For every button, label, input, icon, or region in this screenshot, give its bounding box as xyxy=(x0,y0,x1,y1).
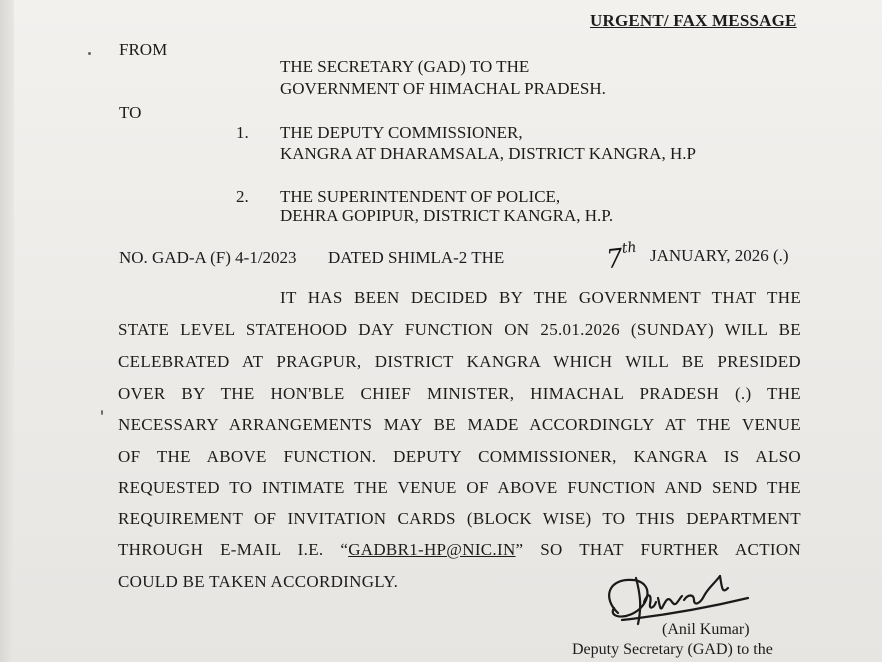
reference-month-year: JANUARY, 2026 (.) xyxy=(650,246,789,265)
body-line-6: OF THE ABOVE FUNCTION. DEPUTY COMMISSIONER, KANGRA IS ALSO xyxy=(118,447,801,466)
scan-speck xyxy=(88,52,91,55)
reference-dated: DATED SHIMLA-2 THE xyxy=(328,248,505,267)
body-line-5: NECESSARY ARRANGEMENTS MAY BE MADE ACCORDINGLY AT THE VENUE xyxy=(118,415,801,434)
signatory-designation: Deputy Secretary (GAD) to the xyxy=(572,641,773,658)
body-line-4: OVER BY THE HON'BLE CHIEF MINISTER, HIMACHAL PRADESH (.) THE xyxy=(118,384,801,403)
email-suffix: ” SO THAT FURTHER ACTION xyxy=(515,540,801,559)
recipient-2-line-2: DEHRA GOPIPUR, DISTRICT KANGRA, H.P. xyxy=(280,206,614,225)
signatory-name: (Anil Kumar) xyxy=(662,621,750,638)
from-line-1: THE SECRETARY (GAD) TO THE xyxy=(280,57,530,76)
body-line-10: COULD BE TAKEN ACCORDINGLY. xyxy=(118,572,399,591)
body-line-2: STATE LEVEL STATEHOOD DAY FUNCTION ON 25.01.2026 (SUNDAY) WILL BE xyxy=(118,320,801,339)
body-line-1: IT HAS BEEN DECIDED BY THE GOVERNMENT THAT THE xyxy=(280,288,801,307)
handwritten-date xyxy=(604,238,638,276)
body-line-3: CELEBRATED AT PRAGPUR, DISTRICT KANGRA WHICH WILL BE PRESIDED xyxy=(118,352,801,371)
handwritten-suffix: th xyxy=(620,239,638,257)
body-line-9 xyxy=(118,540,801,560)
email-address: GADBR1-HP@NIC.IN xyxy=(348,540,516,559)
to-label: TO xyxy=(119,103,142,122)
recipient-1-line-1: THE DEPUTY COMMISSIONER, xyxy=(280,123,523,142)
scan-speck xyxy=(101,410,103,415)
recipient-1-number: 1. xyxy=(236,123,249,142)
reference-number: NO. GAD-A (F) 4-1/2023 xyxy=(119,248,297,267)
from-label: FROM xyxy=(119,40,168,59)
email-prefix: THROUGH E-MAIL I.E. “ xyxy=(118,540,349,559)
document-header: URGENT/ FAX MESSAGE xyxy=(590,11,797,30)
recipient-2-number: 2. xyxy=(236,187,249,206)
scan-left-edge xyxy=(0,0,14,662)
recipient-1-line-2: KANGRA AT DHARAMSALA, DISTRICT KANGRA, H.P xyxy=(280,144,696,163)
body-line-7: REQUESTED TO INTIMATE THE VENUE OF ABOVE FUNCTION AND SEND THE xyxy=(118,478,801,497)
handwritten-day: 7 xyxy=(604,243,625,276)
recipient-2-line-1: THE SUPERINTENDENT OF POLICE, xyxy=(280,187,561,206)
body-line-8: REQUIREMENT OF INVITATION CARDS (BLOCK WISE) TO THIS DEPARTMENT xyxy=(118,509,801,528)
from-line-2: GOVERNMENT OF HIMACHAL PRADESH. xyxy=(280,79,606,98)
